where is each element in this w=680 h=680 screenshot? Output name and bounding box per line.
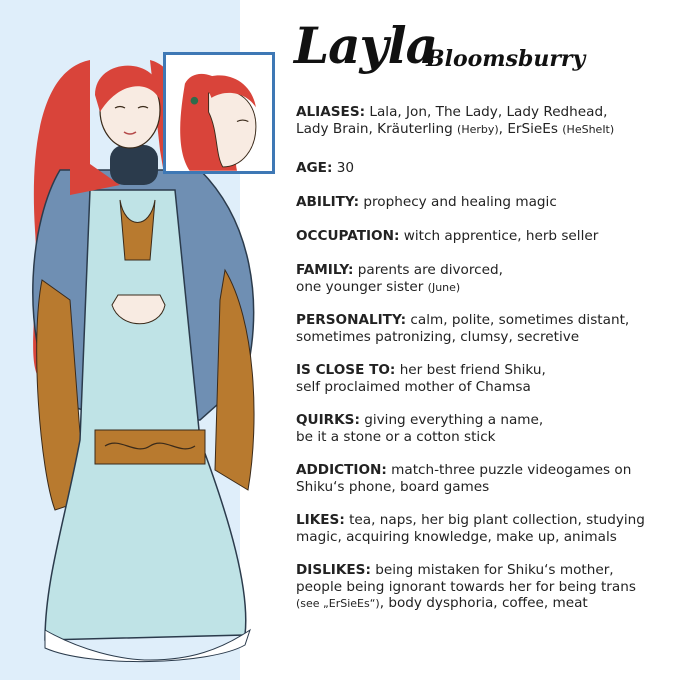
last-name: Bloomsburry [426,46,586,72]
close-to-entry [296,362,676,395]
entry-key: FAMILY: [296,262,354,278]
entry-text-line2: be it a stone or a cotton stick [296,428,496,445]
addiction-entry [296,462,676,495]
entry-text: witch apprentice, herb seller [399,228,599,244]
entry-key: ABILITY: [296,194,360,210]
dislikes-entry [296,562,676,613]
entry-key: DISLIKES: [296,562,371,578]
entry-text: prophecy and healing magic [359,194,557,210]
entry-text-line2: one younger sister [296,278,428,295]
character-title [294,16,674,86]
entry-text: parents are divorced, [353,262,503,278]
personality-entry [296,312,676,345]
entry-key: AGE: [296,160,333,176]
entry-small: (see „ErSieEs“) [296,597,380,610]
ability-entry [296,194,676,211]
age-entry [296,160,676,177]
entry-text: her best friend Shiku, [395,362,546,378]
entry-text-line2: self proclaimed mother of Chamsa [296,378,531,395]
entry-text-line2b: , ErSieEs [498,120,563,137]
profile-portrait-icon [166,55,272,171]
entry-key: LIKES: [296,512,345,528]
entry-key: ADDICTION: [296,462,387,478]
entry-key: QUIRKS: [296,412,360,428]
entry-key: OCCUPATION: [296,228,400,244]
quirks-entry [296,412,676,445]
entry-text: 30 [332,160,355,176]
entry-text-line2: people being ignorant towards her for being trans [296,578,636,595]
family-entry [296,262,676,296]
entry-text-line3: , body dysphoria, coffee, meat [379,595,588,611]
entry-text: being mistaken for Shiku‘s mother, [370,562,614,578]
entry-text-line2: Shiku‘s phone, board games [296,478,490,495]
entry-small: (June) [427,280,461,294]
entry-small: (Herby) [457,122,499,136]
entry-text: tea, naps, her big plant collection, studying [344,512,645,528]
profile-portrait [163,52,275,174]
likes-entry [296,512,676,545]
entry-key: ALIASES: [296,104,366,120]
occupation-entry [296,228,676,245]
entry-small: (HeSheIt) [562,122,615,136]
entry-text: match-three puzzle videogames on [386,462,632,478]
entry-text: Lala, Jon, The Lady, Lady Redhead, [365,104,608,120]
entry-key: PERSONALITY: [296,312,407,328]
entry-text: calm, polite, sometimes distant, [406,312,630,328]
entry-text-line2: Lady Brain, Kräuterling [296,120,458,137]
entry-text-line2: sometimes patronizing, clumsy, secretive [296,328,580,345]
entry-text-line2: magic, acquiring knowledge, make up, animals [296,528,617,545]
entry-text: giving everything a name, [359,412,544,428]
entry-key: IS CLOSE TO: [296,362,396,378]
aliases-entry [296,104,676,138]
first-name: Layla [294,16,437,75]
